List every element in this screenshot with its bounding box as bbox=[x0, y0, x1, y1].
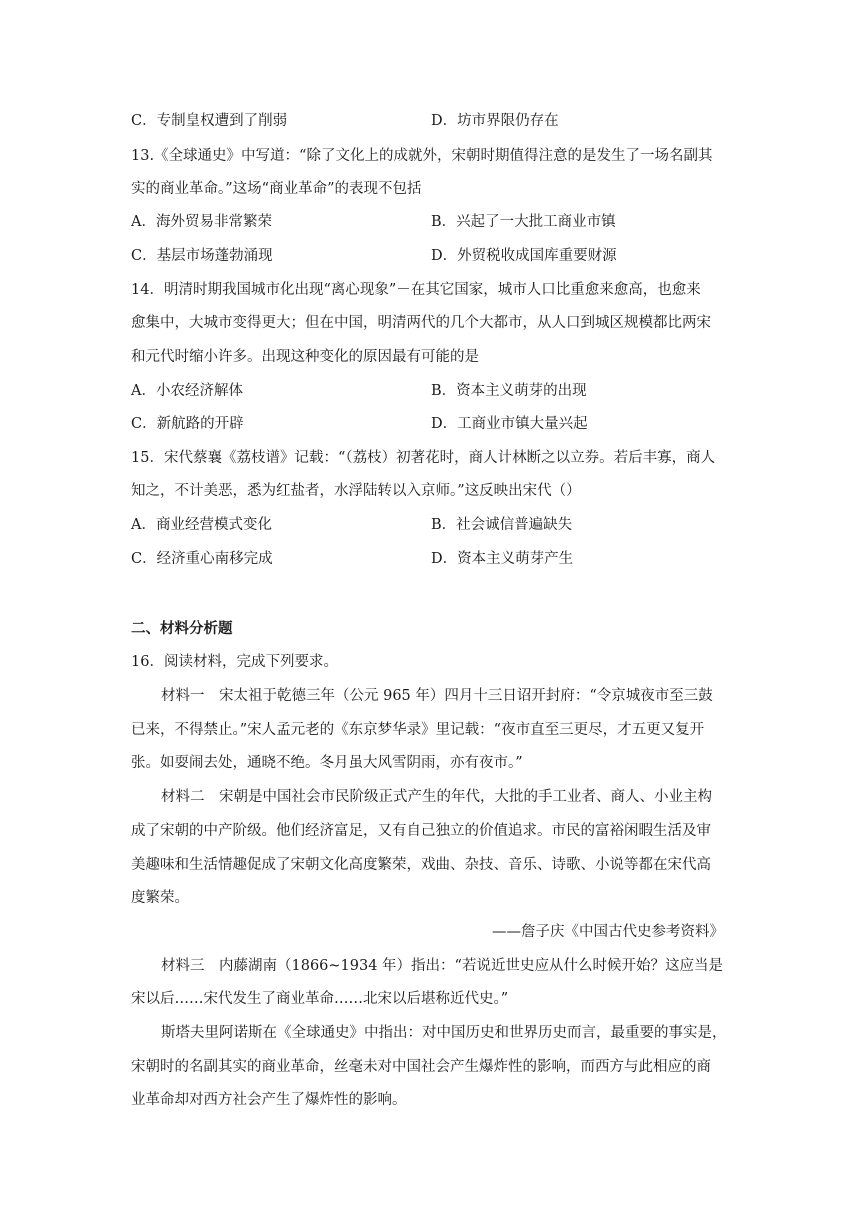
q12-option-d: D．坊市界限仍存在 bbox=[431, 113, 559, 129]
q13-option-c: C．基层市场蓬勃涌现 bbox=[131, 248, 273, 264]
material-2-line-1: 材料二 宋朝是中国社会市民阶级正式产生的年代，大批的手工业者、商人、小业主构 bbox=[161, 789, 712, 805]
material-4-line-3: 业革命却对西方社会产生了爆炸性的影响。 bbox=[131, 1092, 407, 1108]
q15-stem-line-1: 15．宋代蔡襄《荔枝谱》记载：“（荔枝）初著花时，商人计林断之以立券。若后丰寡，商人 bbox=[131, 450, 716, 466]
q13-option-a: A．海外贸易非常繁荣 bbox=[131, 214, 272, 230]
q14-option-d: D．工商业市镇大量兴起 bbox=[431, 416, 588, 432]
material-2-line-3: 美趣味和生活情趣促成了宋朝文化高度繁荣，戏曲、杂技、音乐、诗歌、小说等都在宋代高 bbox=[131, 857, 711, 873]
material-4-line-2: 宋朝时的名副其实的商业革命，丝毫未对中国社会产生爆炸性的影响，而西方与此相应的商 bbox=[131, 1059, 711, 1075]
q13-option-d: D．外贸税收成国库重要财源 bbox=[431, 248, 617, 264]
q14-option-a: A．小农经济解体 bbox=[131, 383, 243, 399]
material-4-line-1: 斯塔夫里阿诺斯在《全球通史》中指出：对中国历史和世界历史而言，最重要的事实是， bbox=[161, 1025, 727, 1041]
material-2-source: ——詹子庆《中国古代史参考资料》 bbox=[492, 924, 724, 940]
material-2-line-2: 成了宋朝的中产阶级。他们经济富足，又有自己独立的价值追求。市民的富裕闲暇生活及审 bbox=[131, 823, 711, 839]
q14-option-c: C．新航路的开辟 bbox=[131, 416, 244, 432]
q12-option-c: C．专制皇权遭到了削弱 bbox=[131, 113, 288, 129]
q14-stem-line-1: 14．明清时期我国城市化出现“离心现象”－在其它国家，城市人口比重愈来愈高，也愈来 bbox=[131, 282, 701, 298]
q13-stem-line-1: 13.《全球通史》中写道：“除了文化上的成就外，宋朝时期值得注意的是发生了一场名副其 bbox=[131, 148, 713, 164]
material-1-line-1: 材料一 宋太祖于乾德三年（公元 965 年）四月十三日诏开封府：“令京城夜市至三鼓 bbox=[161, 688, 713, 704]
section-heading: 二、材料分析题 bbox=[131, 621, 233, 637]
material-1-line-3: 张。如耍闹去处，通晓不绝。冬月虽大风雪阴雨，亦有夜市。” bbox=[131, 755, 523, 771]
q14-option-b: B．资本主义萌芽的出现 bbox=[431, 383, 587, 399]
q15-option-d: D．资本主义萌芽产生 bbox=[431, 551, 574, 567]
q15-option-b: B．社会诚信普遍缺失 bbox=[431, 517, 573, 533]
q13-stem-line-2: 实的商业革命。”这场“商业革命”的表现不包括 bbox=[131, 181, 422, 197]
material-3-line-1: 材料三 内藤湖南（1866~1934 年）指出：“若说近世史应从什么时候开始？这应当是 bbox=[161, 958, 723, 974]
q15-stem-line-2: 知之，不计美恶，悉为红盐者，水浮陆转以入京师。”这反映出宋代（） bbox=[131, 483, 581, 499]
q14-stem-line-3: 和元代时缩小许多。出现这种变化的原因最有可能的是 bbox=[131, 349, 479, 365]
material-1-line-2: 已来，不得禁止。”宋人孟元老的《东京梦华录》里记载：“夜市直至三更尽，才五更又复开 bbox=[131, 722, 705, 738]
q15-option-a: A．商业经营模式变化 bbox=[131, 517, 272, 533]
material-2-line-4: 度繁荣。 bbox=[131, 890, 189, 906]
material-3-line-2: 宋以后……宋代发生了商业革命……北宋以后堪称近代史。” bbox=[131, 991, 509, 1007]
q15-option-c: C．经济重心南移完成 bbox=[131, 551, 273, 567]
q13-option-b: B．兴起了一大批工商业市镇 bbox=[431, 214, 616, 230]
q16-intro: 16．阅读材料，完成下列要求。 bbox=[131, 654, 338, 670]
q14-stem-line-2: 愈集中，大城市变得更大；但在中国，明清两代的几个大都市，从人口到城区规模都比两宋 bbox=[131, 315, 711, 331]
